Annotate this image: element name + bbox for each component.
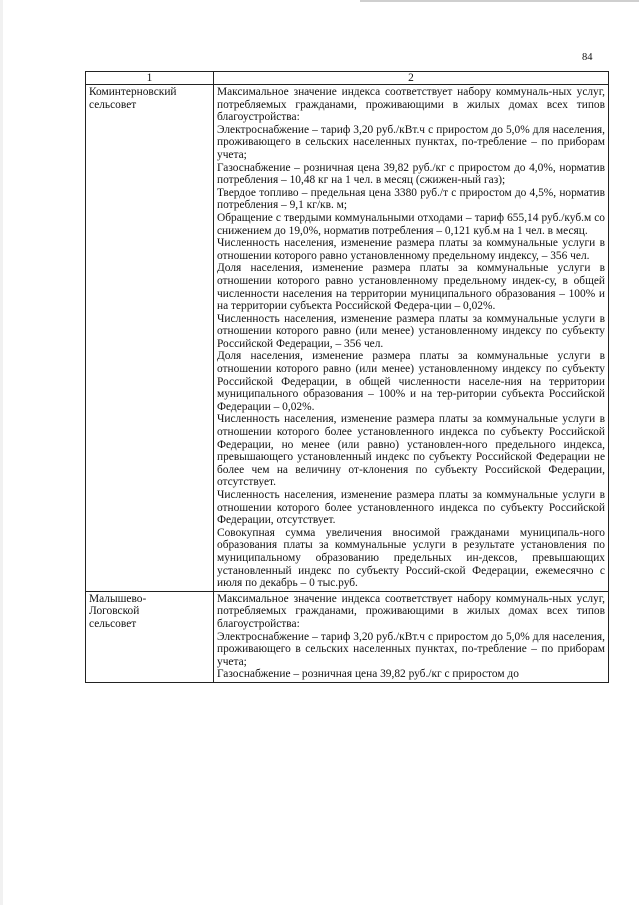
paragraph: Твердое топливо – предельная цена 3380 руб./т с приростом до 4,5%, норматив потребления – 9,1 кг/кв. м; (217, 186, 605, 212)
municipality-name-line: Коминтерновский (89, 86, 177, 98)
paragraph: Доля населения, изменение размера платы за коммунальные услуги в отношении которого равно (или менее) установленному индексу по субъекту Российской Федерации, в общей численности населе-ния на территории муниципального образования – 100% и на тер-ритории субъекта Российской Федерации – 0,02%. (217, 350, 605, 413)
table-header-row (86, 72, 609, 85)
header-col-1: 1 (86, 72, 214, 85)
paragraph: Численность населения, изменение размера платы за коммунальные услуги в отношении которого равно (или менее) установленному индексу по субъекту Российской Федерации, – 356 чел. (217, 312, 605, 350)
paragraph: Совокупная сумма увеличения вносимой гражданами муниципаль-ного образования платы за коммунальные услуги в результате установления по муниципальному образованию предельных ин-дексов, превышающих установленный индекс по субъекту Россий-ской Федерации, ежемесячно с июля по декабрь – 0 тыс.руб. (217, 526, 605, 590)
paragraph: Электроснабжение – тариф 3,20 руб./кВт.ч с приростом до 5,0% для населения, проживающего в сельских населенных пунктах, по-требление – по приборам учета; (217, 123, 605, 161)
paragraph: Максимальное значение индекса соответствует набору коммуналь-ных услуг, потребляемых гражданами, проживающими в жилых домах всех типов благоустройства: (217, 86, 605, 124)
municipality-name-line: Логовской (89, 605, 140, 618)
paragraph: Газоснабжение – розничная цена 39,82 руб./кг с приростом до 4,0%, норматив потребления – 10,48 кг на 1 чел. в месяц (сжижен-ный газ); (217, 161, 605, 187)
index-description-cell (214, 85, 609, 592)
municipality-name-line: Малышево- (89, 592, 147, 605)
paragraph: Численность населения, изменение размера платы за коммунальные услуги в отношении которого равно установленному предельному индексу, – 356 чел. (217, 237, 605, 262)
table-row-kominternovsky (86, 85, 609, 592)
page-binding-edge (0, 0, 3, 905)
header-col-2: 2 (214, 72, 609, 85)
municipality-name-cell (86, 591, 214, 682)
paragraph: Доля населения, изменение размера платы за коммунальные услуги в отношении которого равно установленному предельному индек-су, в общей численности населения на территории муниципального образования – 100% и на территории субъекта Российской Федера-ции – 0,02%. (217, 262, 605, 313)
paragraph: Максимальное значение индекса соответствует набору коммуналь-ных услуг, потребляемых гражданами, проживающими в жилых домах всех типов благоустройства: (217, 592, 605, 630)
paragraph: Газоснабжение – розничная цена 39,82 руб./кг с приростом до (217, 668, 519, 681)
paragraph: Обращение с твердыми коммунальными отходами – тариф 655,14 руб./куб.м со снижением до 19,0%, норматив потребления – 0,121 куб.м на 1 чел. в месяц. (217, 211, 605, 237)
municipality-name-line: сельсовет (89, 617, 137, 630)
municipality-name-cell (86, 85, 214, 592)
paragraph: Электроснабжение – тариф 3,20 руб./кВт.ч с приростом до 5,0% для населения, проживающего в сельских населенных пунктах, по-требление – по приборам учета; (217, 630, 605, 668)
paragraph: Численность населения, изменение размера платы за коммунальные услуги в отношении которого более установленного индекса по субъекту Российской Федерации, отсутствует. (217, 489, 605, 527)
paragraph: Численность населения, изменение размера платы за коммунальные услуги в отношении которого более установленного индекса по субъекту Российской Федерации, но менее (или равно) установлен-ного предельного индекса, превышающего установленный индекс по субъекту Российской Федерации не более чем на величину от-клонения по субъекту Российской Федерации, отсутствует. (217, 413, 605, 489)
page-number: 84 (582, 52, 593, 63)
table-row-malyshevo-logovskoy (86, 591, 609, 682)
index-description-cell (214, 591, 609, 682)
tariff-table (85, 71, 609, 683)
page-edge-shadow (360, 0, 639, 2)
municipality-name-line: сельсовет (89, 98, 137, 111)
